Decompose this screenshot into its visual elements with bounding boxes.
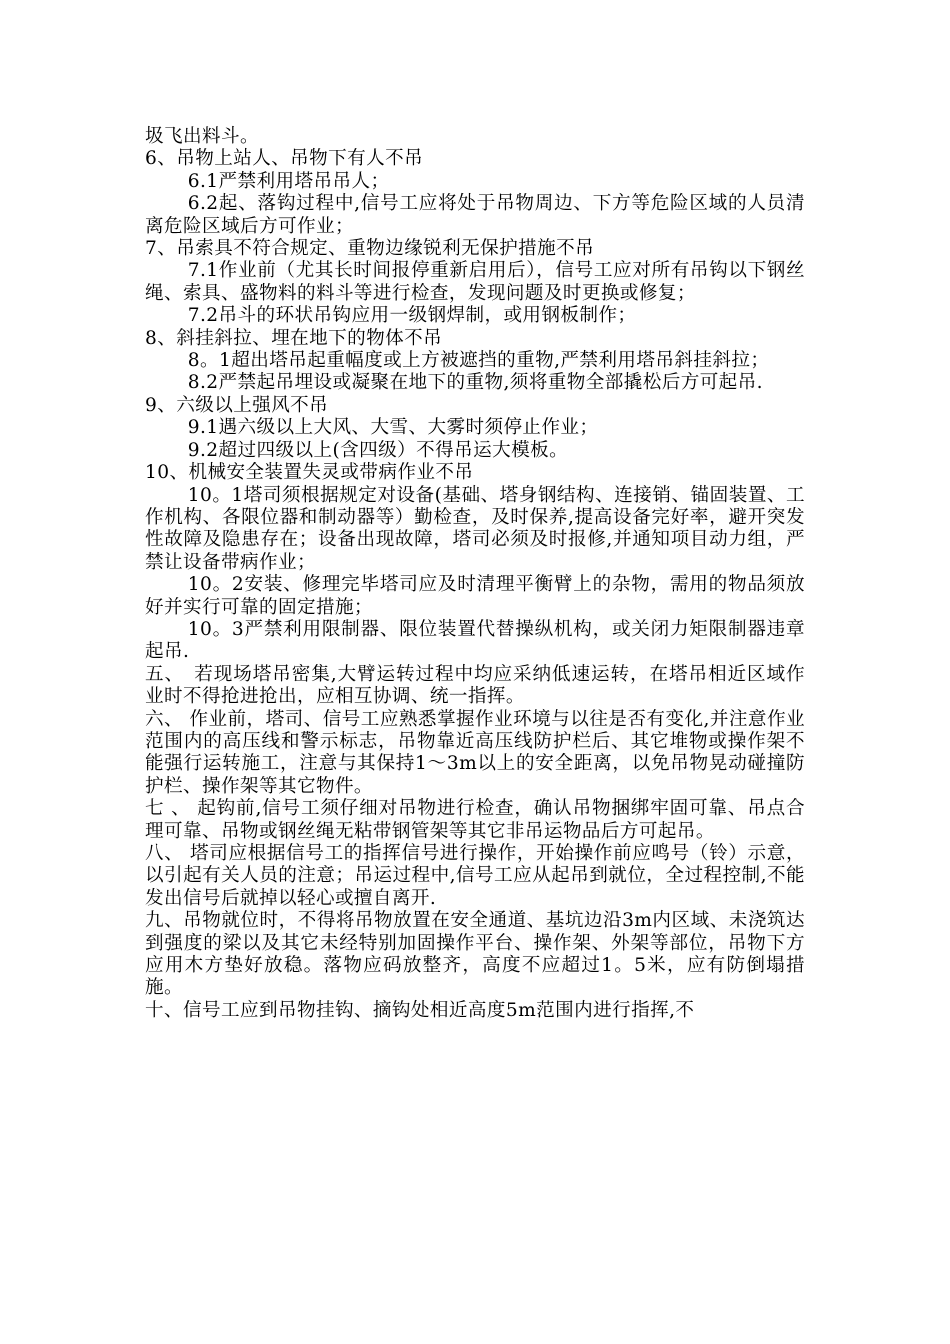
- section-10: 十、信号工应到吊物挂钩、摘钩处相近高度5m范围内进行指挥,不: [145, 999, 695, 1021]
- clause-6-2: 6.2起、落钩过程中,信号工应将处于吊物周边、下方等危险区域的人员清离危险区域后方可作业；: [145, 193, 805, 237]
- section-heading-7: 7、吊索具不符合规定、重物边缘锐利无保护措施不吊: [145, 238, 595, 260]
- section-5: 五、 若现场塔吊密集,大臂运转过程中均应采纳低速运转，在塔吊相近区域作业时不得抢进抢出，应相互协调、统一指挥。: [145, 663, 805, 708]
- section-heading-10: 10、机械安全装置失灵或带病作业不吊: [145, 462, 474, 484]
- section-heading-8: 8、斜挂斜拉、埋在地下的物体不吊: [145, 327, 443, 349]
- section-9: 九、吊物就位时，不得将吊物放置在安全通道、基坑边沿3m内区域、未浇筑达到强度的梁以及其它未经特别加固操作平台、操作架、外架等部位，吊物下方应用木方垫好放稳。落物应码放整齐，高度不应超过1。5米，应有防倒塌措施。: [145, 910, 805, 999]
- section-7: 七 、 起钩前,信号工须仔细对吊物进行检查，确认吊物捆绑牢固可靠、吊点合理可靠、吊物或钢丝绳无粘带钢管架等其它非吊运物品后方可起吊。: [145, 798, 805, 842]
- clause-9-1: 9.1遇六级以上大风、大雪、大雾时须停止作业；: [187, 417, 599, 439]
- clause-6-1: 6.1严禁利用塔吊吊人；: [187, 170, 390, 192]
- section-heading-6: 6、吊物上站人、吊物下有人不吊: [145, 148, 424, 170]
- clause-10-3: 10。3严禁利用限制器、限位装置代替操纵机构，或关闭力矩限制器违章起吊.: [145, 618, 805, 663]
- clause-9-2: 9.2超过四级以上(含四级）不得吊运大模板。: [187, 439, 569, 461]
- document-body: [145, 126, 805, 1022]
- clause-10-2: 10。2安装、修理完毕塔司应及时清理平衡臂上的杂物，需用的物品须放好并实行可靠的固定措施；: [145, 574, 805, 618]
- section-8: 八、 塔司应根据信号工的指挥信号进行操作，开始操作前应鸣号（铃）示意，以引起有关人员的注意；吊运过程中,信号工应从起吊到就位，全过程控制,不能发出信号后就掉以轻心或擅自离开.: [145, 843, 805, 909]
- section-heading-9: 9、六级以上强风不吊: [145, 394, 329, 416]
- clause-8-2: 8.2严禁起吊埋设或凝聚在地下的重物,须将重物全部撬松后方可起吊.: [187, 372, 763, 394]
- clause-7-1: 7.1作业前（尤其长时间报停重新启用后），信号工应对所有吊钩以下钢丝绳、索具、盛物料的料斗等进行检查，发现问题及时更换或修复；: [145, 260, 805, 304]
- clause-10-1: 10。1塔司须根据规定对设备(基础、塔身钢结构、连接销、锚固装置、工作机构、各限位器和制动器等）勤检查，及时保养,提高设备完好率，避开突发性故障及隐患存在；设备出现故障，塔司必须及时报修,并通知项目动力组，严禁让设备带病作业；: [145, 484, 805, 573]
- clause-7-2: 7.2吊斗的环状吊钩应用一级钢焊制，或用钢板制作；: [187, 305, 637, 327]
- paragraph: 圾飞出料斗。: [145, 126, 259, 147]
- section-6: 六、 作业前，塔司、信号工应熟悉掌握作业环境与以往是否有变化,并注意作业范围内的高压线和警示标志，吊物靠近高压线防护栏后、其它堆物或操作架不能强行运转施工，注意与其保持1～3m以上的安全距离，以免吊物晃动碰撞防护栏、操作架等其它物件。: [145, 708, 805, 797]
- clause-8-1: 8。1超出塔吊起重幅度或上方被遮挡的重物,严禁利用塔吊斜挂斜拉；: [187, 350, 770, 372]
